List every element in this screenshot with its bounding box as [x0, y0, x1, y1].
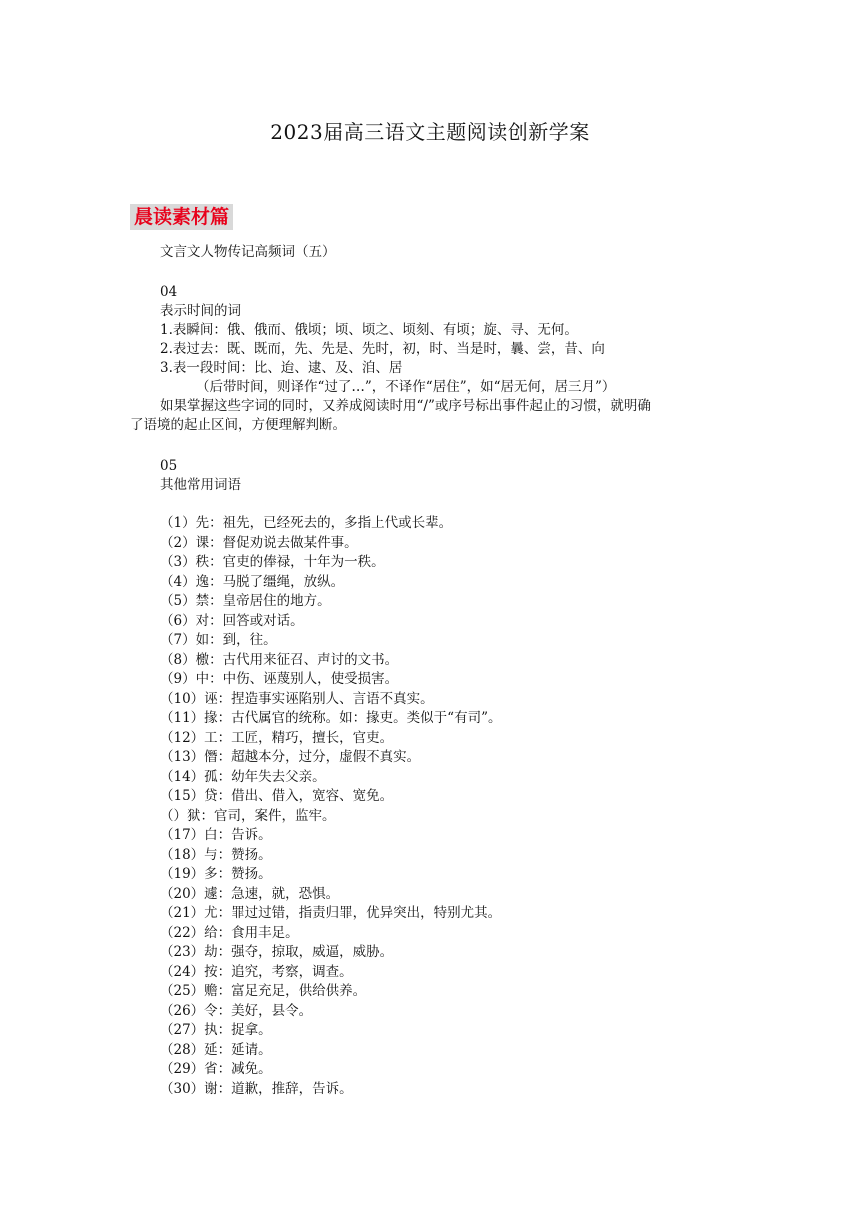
list-item: （23）劫：强夺，掠取，威逼，威胁。: [160, 944, 394, 960]
list-item: （29）省：减免。: [160, 1061, 272, 1077]
list-item: （7）如：到，往。: [160, 632, 277, 648]
list-item: （15）贷：借出、借入，宽容、宽免。: [160, 788, 394, 804]
list-item: （25）赡：富足充足，供给供养。: [160, 983, 367, 999]
list-item: （5）禁：皇帝居住的地方。: [160, 593, 331, 609]
list-item: （18）与：赞扬。: [160, 846, 272, 863]
list-item: （22）给：食用丰足。: [160, 924, 299, 941]
list-item: （26）令：美好，县令。: [160, 1002, 313, 1019]
list-item: （17）白：告诉。: [160, 827, 272, 843]
list-item: （21）尤：罪过过错，指责归罪，优异突出，特别尤其。: [160, 905, 502, 921]
vocabulary-list: [160, 514, 501, 1099]
part-04-paragraph-line-1: 如果掌握这些字词的同时，又养成阅读时用“/”或序号标出事件起止的习惯，就明确: [160, 398, 651, 414]
list-item: （20）遽：急速，就，恐惧。: [160, 885, 340, 902]
part-04-note: （后带时间，则译作“过了…”，不译作“居住”，如“居无何，居三月”）: [196, 379, 616, 395]
part-04-line-2: 2.表过去：既、既而，先、先是、先时，初，时、当是时，曩、尝，昔、向: [160, 341, 605, 357]
list-item: （10）诬：捏造事实诬陷别人、言语不真实。: [160, 690, 434, 707]
list-item: （11）掾：古代属官的统称。如：掾吏。类似于“有司”。: [160, 710, 502, 726]
list-item: （12）工：工匠，精巧，擅长，官吏。: [160, 729, 394, 746]
part-05-heading: 其他常用词语: [160, 477, 241, 493]
part-04-line-3: 3.表一段时间：比、迨、逮、及、洎、居: [160, 360, 403, 376]
list-item: （28）延：延请。: [160, 1041, 272, 1058]
list-item: （6）对：回答或对话。: [160, 612, 304, 629]
list-item: （8）檄：古代用来征召、声讨的文书。: [160, 651, 399, 668]
list-item: （14）孤：幼年失去父亲。: [160, 768, 326, 785]
part-04-line-1: 1.表瞬间：俄、俄而、俄顷；顷、顷之、顷刻、有顷；旋、寻、无何。: [160, 322, 578, 338]
document-title: 2023届高三语文主题阅读创新学案: [270, 120, 590, 144]
list-item: （）狱：官司，案件，监牢。: [160, 807, 336, 824]
part-04-number: 04: [160, 284, 178, 300]
section-label: 晨读素材篇: [130, 204, 233, 230]
list-item: （24）按：追究，考察，调查。: [160, 963, 353, 980]
list-item: （13）僭：超越本分，过分，虚假不真实。: [160, 749, 421, 765]
part-04-paragraph-line-2: 了语境的起止区间，方便理解判断。: [130, 417, 346, 433]
list-item: （3）秩：官吏的俸禄，十年为一秩。: [160, 554, 385, 570]
list-item: （1）先：祖先，已经死去的，多指上代或长辈。: [160, 515, 453, 531]
part-05-number: 05: [160, 458, 178, 474]
list-item: （2）课：督促劝说去做某件事。: [160, 534, 358, 551]
list-item: （30）谢：道歉，推辞，告诉。: [160, 1080, 353, 1097]
list-item: （9）中：中伤、诬蔑别人，使受损害。: [160, 671, 399, 687]
list-item: （4）逸：马脱了缰绳，放纵。: [160, 573, 345, 590]
subtitle: 文言文人物传记高频词（五）: [160, 244, 336, 260]
part-04-heading: 表示时间的词: [160, 303, 241, 319]
list-item: （27）执：捉拿。: [160, 1022, 272, 1038]
list-item: （19）多：赞扬。: [160, 866, 272, 882]
